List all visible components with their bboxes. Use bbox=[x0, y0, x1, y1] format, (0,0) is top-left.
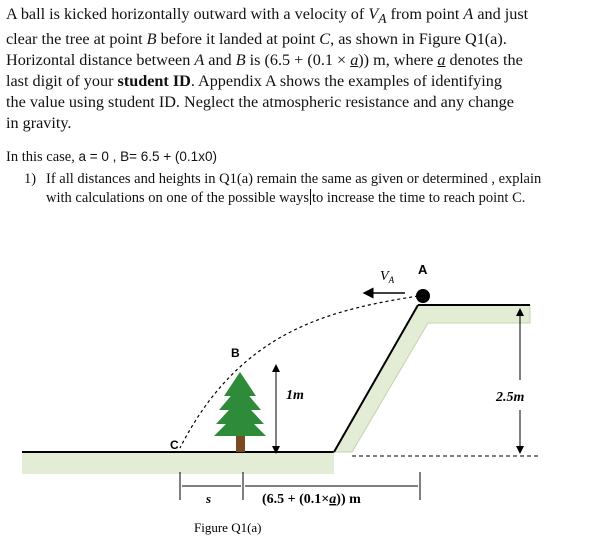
question-line: If all distances and heights in Q1(a) remain the same as given or determined , explain bbox=[46, 171, 542, 187]
question-text: with calculations on one of the possible ways bbox=[46, 190, 309, 206]
va-label bbox=[380, 269, 395, 285]
intro-text: Horizontal distance between bbox=[6, 51, 195, 70]
intro-text: before it landed at point bbox=[156, 30, 320, 49]
intro-text: . Appendix A shows the examples of identifying bbox=[190, 72, 502, 91]
student-id-bold: student ID bbox=[117, 72, 191, 91]
va-subscript: A bbox=[378, 11, 387, 27]
intro-text: clear the tree at point bbox=[6, 30, 147, 49]
slope-line bbox=[334, 305, 418, 452]
question-number: 1) bbox=[24, 171, 37, 187]
a-variable: a bbox=[350, 51, 359, 70]
figure-caption: Figure Q1(a) bbox=[194, 520, 262, 535]
intro-text: , as shown in Figure Q1(a). bbox=[330, 30, 507, 49]
va-sub: A bbox=[388, 275, 395, 285]
point-b-label: B bbox=[231, 346, 240, 360]
point-a-ref: A bbox=[194, 51, 205, 70]
point-c-ref: C bbox=[319, 30, 331, 49]
a-variable: a bbox=[437, 51, 446, 70]
ball bbox=[416, 289, 430, 303]
dist-ab-part: )) m bbox=[336, 492, 361, 507]
tree bbox=[214, 372, 266, 452]
distance-ab-label bbox=[262, 492, 361, 507]
point-a-label: A bbox=[418, 262, 428, 277]
case-formula: a = 0 , B= 6.5 + (0.1x0) bbox=[78, 149, 217, 164]
dist-ab-part: (6.5 + (0.1× bbox=[262, 492, 330, 507]
intro-text: and bbox=[204, 51, 236, 70]
intro-text: in gravity. bbox=[6, 114, 72, 133]
point-c-label: C bbox=[170, 438, 179, 452]
slope bbox=[334, 305, 530, 452]
dist-ab-var: a bbox=[329, 492, 337, 507]
tree-height-label: 1m bbox=[286, 388, 304, 403]
question-text: to increase the time to reach point C. bbox=[311, 190, 526, 206]
va-v: V bbox=[380, 269, 389, 284]
ground bbox=[22, 452, 334, 474]
va-symbol: V bbox=[368, 5, 379, 23]
intro-text: )) m, where bbox=[358, 51, 438, 70]
total-height-label: 2.5m bbox=[496, 390, 525, 405]
intro-text: the value using student ID. Neglect the atmospheric resistance and any change bbox=[6, 93, 514, 112]
point-b-ref: B bbox=[235, 51, 246, 70]
case-prefix: In this case, bbox=[6, 149, 79, 165]
point-a-ref: A bbox=[463, 5, 474, 23]
intro-text: from point bbox=[386, 5, 464, 23]
intro-text: A ball is kicked horizontally outward with a velocity of bbox=[6, 5, 369, 23]
point-b-ref: B bbox=[146, 30, 157, 49]
intro-text: denotes the bbox=[445, 51, 523, 70]
intro-text: and just bbox=[473, 5, 529, 23]
intro-text: last digit of your bbox=[6, 72, 118, 91]
intro-text: is (6.5 + (0.1 × bbox=[245, 51, 351, 70]
distance-s-label: s bbox=[206, 491, 212, 506]
